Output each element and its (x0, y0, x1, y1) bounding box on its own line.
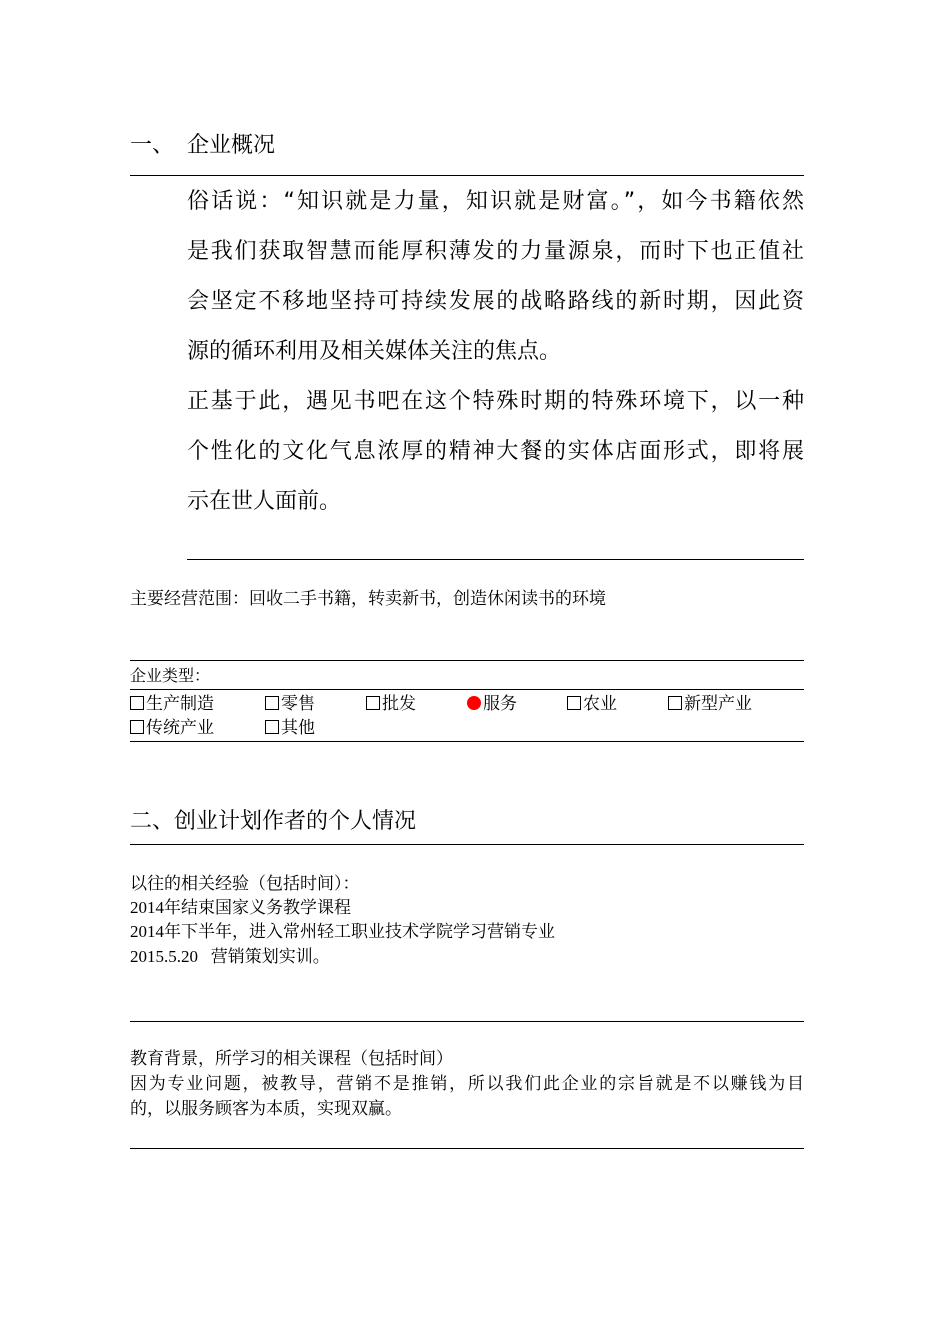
enterprise-type-label: 企业类型： (130, 666, 211, 685)
divider (130, 175, 804, 176)
paragraph-line: 正基于此，遇见书吧在这个特殊时期的特殊环境下，以一种 (187, 389, 804, 414)
option-label: 零售 (281, 694, 315, 713)
checkbox-icon (265, 696, 279, 710)
checkbox-icon (265, 720, 279, 734)
checkbox-icon (366, 696, 380, 710)
divider (130, 844, 804, 845)
section2-heading: 二、创业计划作者的个人情况 (130, 809, 417, 834)
option-service[interactable] (467, 692, 517, 716)
experience-label: 以往的相关经验（包括时间）： (130, 874, 360, 893)
education-line: 的，以服务顾客为本质，实现双赢。 (130, 1099, 402, 1118)
paragraph-line: 示在世人面前。 (187, 489, 342, 514)
divider (130, 1148, 804, 1149)
option-new-industry[interactable] (668, 692, 752, 716)
education-label: 教育背景，所学习的相关课程（包括时间） (130, 1049, 453, 1068)
business-scope: 主要经营范围：回收二手书籍，转卖新书，创造休闲读书的环境 (130, 589, 606, 608)
divider (130, 689, 804, 690)
option-label: 批发 (382, 694, 416, 713)
experience-line: 2014年结束国家义务教学课程 (130, 898, 351, 917)
paragraph-line: 是我们获取智慧而能厚积薄发的力量源泉，而时下也正值社 (187, 239, 804, 264)
checkbox-icon (668, 696, 682, 710)
education-line: 因为专业问题，被教导，营销不是推销，所以我们此企业的宗旨就是不以赚钱为目 (130, 1074, 804, 1093)
divider (187, 559, 804, 560)
option-label: 生产制造 (146, 694, 214, 713)
checkbox-icon (567, 696, 581, 710)
section1-heading: 企业概况 (187, 133, 276, 158)
experience-line: 2015.5.20 营销策划实训。 (130, 947, 330, 966)
paragraph-line: 会坚定不移地坚持可持续发展的战略路线的新时期，因此资 (187, 289, 804, 314)
divider (130, 1021, 804, 1022)
checkbox-icon (130, 720, 144, 734)
option-traditional-industry[interactable] (130, 716, 214, 740)
option-label: 服务 (483, 694, 517, 713)
divider (130, 741, 804, 742)
paragraph-line: 个性化的文化气息浓厚的精神大餐的实体店面形式，即将展 (187, 439, 804, 464)
option-label: 其他 (281, 718, 315, 737)
option-label: 农业 (583, 694, 617, 713)
option-agriculture[interactable] (567, 692, 617, 716)
option-label: 新型产业 (684, 694, 752, 713)
option-wholesale[interactable] (366, 692, 416, 716)
paragraph-line: 俗话说：“知识就是力量，知识就是财富。”，如今书籍依然 (187, 189, 804, 214)
checkbox-icon (130, 696, 144, 710)
option-retail[interactable] (265, 692, 315, 716)
experience-line: 2014年下半年，进入常州轻工职业技术学院学习营销专业 (130, 922, 555, 941)
divider (130, 660, 804, 661)
selected-dot-icon (467, 696, 481, 710)
option-other[interactable] (265, 716, 315, 740)
option-label: 传统产业 (146, 718, 214, 737)
section1-number: 一、 (130, 133, 175, 158)
option-manufacturing[interactable] (130, 692, 214, 716)
paragraph-line: 源的循环利用及相关媒体关注的焦点。 (187, 339, 562, 364)
